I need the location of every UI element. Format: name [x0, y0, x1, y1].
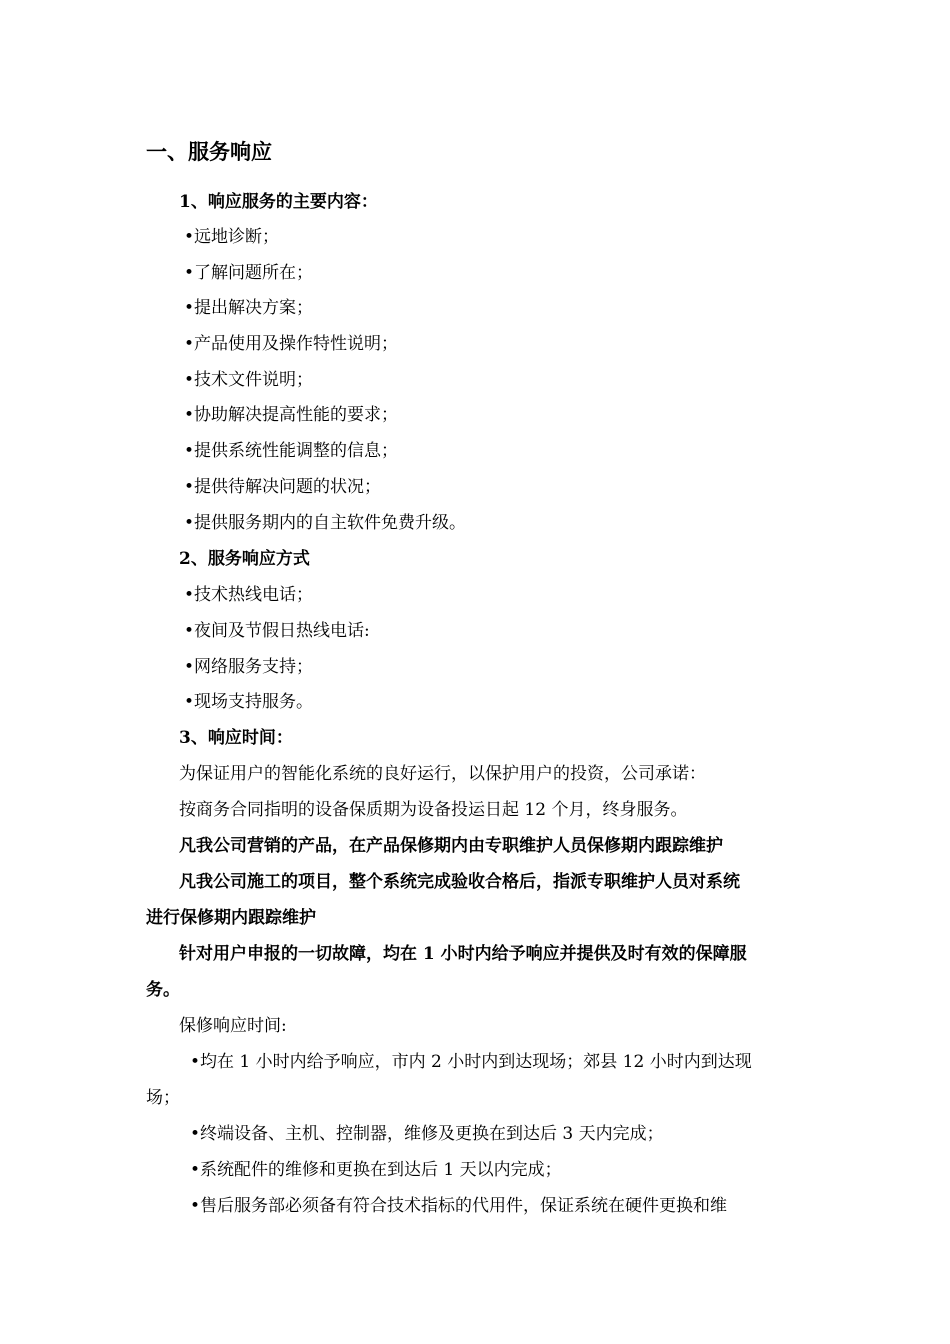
bold-paragraph: 针对用户申报的一切故障，均在 1 小时内给予响应并提供及时有效的保障服	[179, 944, 747, 964]
list-item: •网络服务支持；	[184, 657, 314, 677]
list-item: •系统配件的维修和更换在到达后 1 天以内完成；	[190, 1160, 562, 1180]
bold-paragraph: 凡我公司施工的项目，整个系统完成验收合格后，指派专职维护人员对系统	[179, 872, 740, 892]
list-item: •售后服务部必须备有符合技术指标的代用件，保证系统在硬件更换和维	[190, 1196, 728, 1216]
section-3-title: 3、响应时间：	[179, 728, 293, 748]
repair-time-title: 保修响应时间:	[179, 1016, 287, 1036]
list-item: •协助解决提高性能的要求；	[184, 405, 399, 425]
bold-paragraph: 凡我公司营销的产品，在产品保修期内由专职维护人员保修期内跟踪维护	[179, 836, 723, 856]
list-item: •夜间及节假日热线电话:	[184, 621, 370, 641]
bold-paragraph-continued: 务。	[146, 980, 180, 1000]
list-item-continued: 场；	[146, 1088, 180, 1108]
bold-paragraph-continued: 进行保修期内跟踪维护	[146, 908, 316, 928]
list-item: •提出解决方案；	[184, 298, 314, 318]
list-item: •现场支持服务。	[184, 692, 314, 712]
list-item: •终端设备、主机、控制器，维修及更换在到达后 3 天内完成；	[190, 1124, 664, 1144]
list-item: •提供系统性能调整的信息；	[184, 441, 399, 461]
list-item: •均在 1 小时内给予响应，市内 2 小时内到达现场；郊县 12 小时内到达现	[190, 1052, 752, 1072]
section-2-title: 2、服务响应方式	[179, 549, 310, 569]
paragraph: 按商务合同指明的设备保质期为设备投运日起 12 个月，终身服务。	[179, 800, 688, 820]
page-title: 一、服务响应	[146, 139, 272, 164]
list-item: •产品使用及操作特性说明；	[184, 334, 399, 354]
list-item: •了解问题所在；	[184, 263, 314, 283]
list-item: •提供服务期内的自主软件免费升级。	[184, 513, 467, 533]
list-item: •技术热线电话；	[184, 585, 314, 605]
list-item: •提供待解决问题的状况；	[184, 477, 382, 497]
list-item: •远地诊断；	[184, 227, 280, 247]
paragraph: 为保证用户的智能化系统的良好运行，以保护用户的投资，公司承诺：	[179, 764, 706, 784]
section-1-title: 1、响应服务的主要内容：	[179, 192, 378, 212]
list-item: •技术文件说明；	[184, 370, 314, 390]
